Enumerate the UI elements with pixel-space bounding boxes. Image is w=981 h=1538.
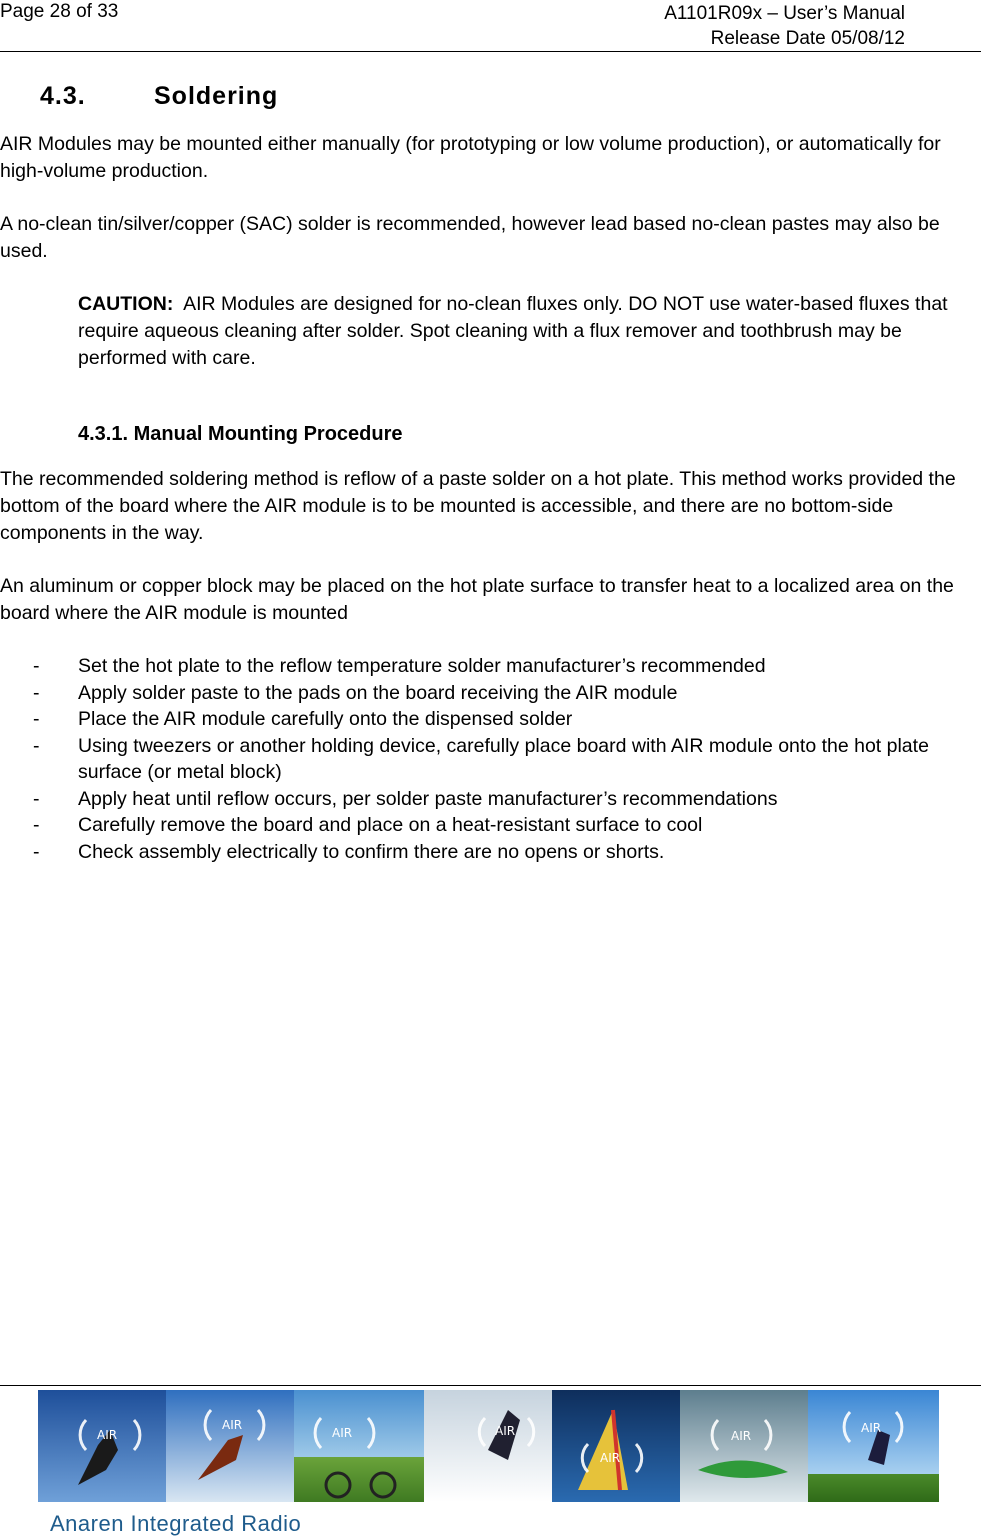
footer-divider (0, 1385, 981, 1386)
banner-panel-skier (166, 1390, 294, 1502)
banner-panel-cyclist (294, 1390, 424, 1502)
list-item: - Carefully remove the board and place on a heat-resistant surface to cool (0, 812, 975, 839)
caution-note (78, 291, 958, 372)
list-bullet: - (33, 840, 40, 863)
air-badge: AIR (495, 1424, 516, 1438)
air-badge: AIR (731, 1429, 752, 1443)
header-divider (0, 51, 981, 52)
banner-panel-skater (38, 1390, 166, 1502)
air-badge: AIR (222, 1418, 243, 1432)
air-badge: AIR (600, 1451, 621, 1465)
caution-text: AIR Modules are designed for no-clean fluxes only. DO NOT use water-based fluxes that require aqueous cleaning after solder. Spot cleaning with a flux remover and toothbrush may be performed with care. (78, 293, 948, 369)
list-bullet: - (33, 734, 40, 757)
list-item: - Apply solder paste to the pads on the board receiving the AIR module (0, 680, 975, 707)
list-bullet: - (33, 814, 40, 836)
list-item: - Using tweezers or another holding device, carefully place board with AIR module onto the hot plate surface (or metal block) (33, 734, 929, 783)
banner-panel-jumper (808, 1390, 939, 1502)
list-item: - Check assembly electrically to confirm there are no opens or shorts. (0, 839, 975, 866)
list-item: - Set the hot plate to the reflow temperature solder manufacturer’s recommended (0, 653, 975, 680)
section-heading (40, 82, 278, 111)
caution-label: CAUTION: (78, 293, 174, 315)
list-bullet: - (33, 708, 40, 730)
procedure-steps (0, 653, 975, 865)
list-bullet: - (33, 787, 40, 810)
body-paragraph-2: An aluminum or copper block may be placed on the hot plate surface to transfer heat to a localized area on the board where the AIR module is mounted (0, 575, 954, 624)
list-item: - Apply heat until reflow occurs, per solder paste manufacturer’s recommendations (0, 786, 975, 813)
intro-paragraph-1: AIR Modules may be mounted either manually (for prototyping or low volume production), or automatically for high-volume production. (0, 133, 941, 182)
section-number: 4.3. (40, 82, 86, 110)
footer-banner-image (38, 1390, 939, 1502)
document-info (664, 1, 905, 51)
list-bullet: - (33, 681, 40, 704)
banner-panel-snowboarder (424, 1390, 552, 1502)
banner-panel-kayaker (680, 1390, 808, 1502)
air-badge: AIR (861, 1421, 882, 1435)
release-date: Release Date 05/08/12 (710, 28, 905, 49)
air-badge: AIR (332, 1426, 353, 1440)
footer-brand-name: Anaren Integrated Radio (50, 1511, 302, 1536)
list-bullet: - (33, 655, 40, 677)
page-number: Page 28 of 33 (0, 1, 119, 22)
subsection-heading: 4.3.1. Manual Mounting Procedure (78, 423, 403, 445)
air-badge: AIR (97, 1428, 118, 1442)
section-title: Soldering (154, 82, 279, 110)
list-item: - Place the AIR module carefully onto the dispensed solder (0, 706, 975, 733)
body-paragraph-1: The recommended soldering method is reflow of a paste solder on a hot plate. This method works provided the bottom of the board where the AIR module is to be mounted is accessible, and there are no bottom-side components in the way. (0, 468, 956, 544)
banner-panel-windsurfer (552, 1390, 680, 1502)
document-title: A1101R09x – User’s Manual (664, 3, 905, 24)
intro-paragraph-2: A no-clean tin/silver/copper (SAC) solder is recommended, however lead based no-clean pastes may also be used. (0, 213, 940, 262)
